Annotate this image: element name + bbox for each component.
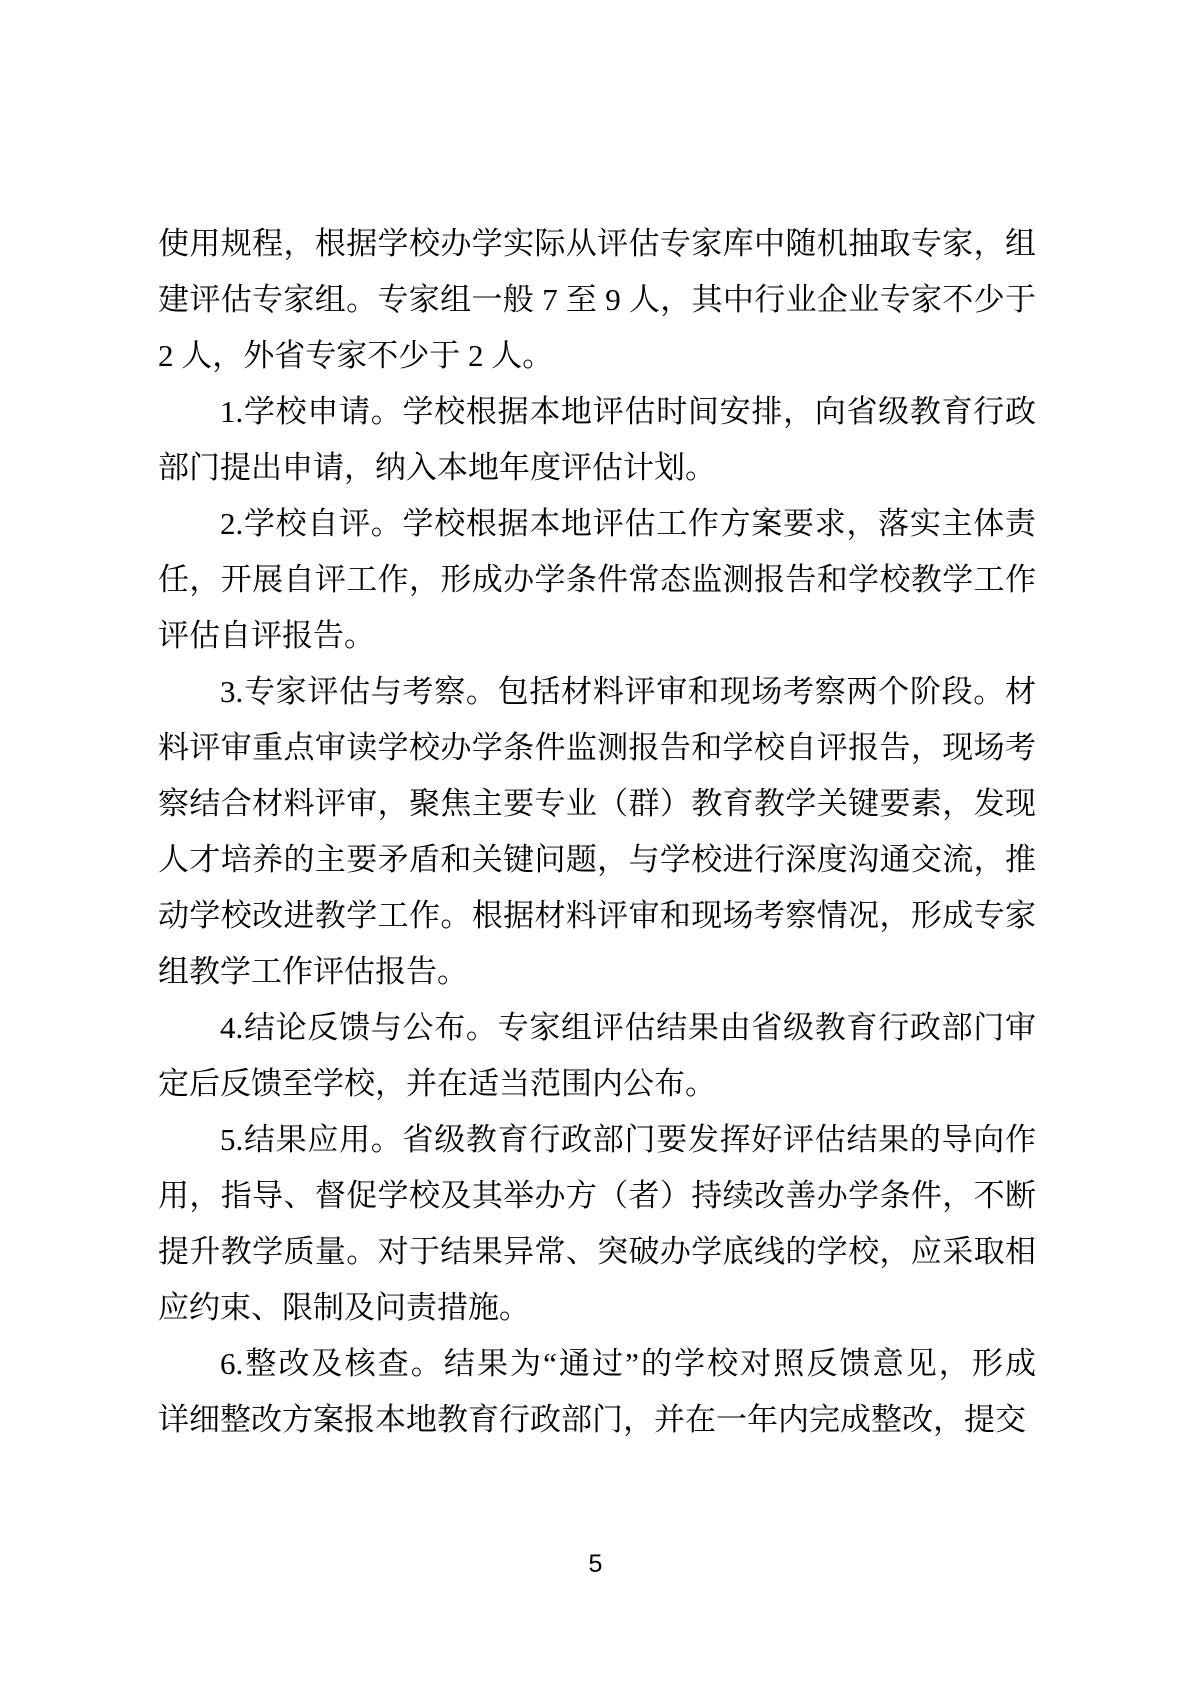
page-footer <box>0 1548 1191 1580</box>
text-line: 2.学校自评。学校根据本地评估工作方案要求，落实主体责 <box>220 506 1036 541</box>
text-line: 定后反馈至学校，并在适当范围内公布。 <box>158 1066 716 1101</box>
document-body <box>158 216 1036 1448</box>
text-line: 应约束、限制及问责措施。 <box>158 1290 530 1325</box>
text-line: 详细整改方案报本地教育行政部门，并在一年内完成整改，提交 <box>158 1402 1026 1437</box>
text-line: 评估自评报告。 <box>158 618 375 653</box>
text-line: 组教学工作评估报告。 <box>158 954 468 989</box>
text-line: 1.学校申请。学校根据本地评估时间安排，向省级教育行政 <box>220 394 1036 429</box>
text-line: 建评估专家组。专家组一般 7 至 9 人，其中行业企业专家不少于 <box>158 282 1036 317</box>
text-line: 料评审重点审读学校办学条件监测报告和学校自评报告，现场考 <box>158 730 1036 765</box>
text-line: 6.整改及核查。结果为“通过”的学校对照反馈意见，形成 <box>220 1346 1036 1381</box>
text-line: 察结合材料评审，聚焦主要专业（群）教育教学关键要素，发现 <box>158 786 1036 821</box>
text-line: 任，开展自评工作，形成办学条件常态监测报告和学校教学工作 <box>158 562 1036 597</box>
text-line: 5.结果应用。省级教育行政部门要发挥好评估结果的导向作 <box>220 1122 1036 1157</box>
text-line: 动学校改进教学工作。根据材料评审和现场考察情况，形成专家 <box>158 898 1036 933</box>
text-line: 4.结论反馈与公布。专家组评估结果由省级教育行政部门审 <box>220 1010 1036 1045</box>
text-line: 人才培养的主要矛盾和关键问题，与学校进行深度沟通交流，推 <box>158 842 1036 877</box>
text-line: 2 人，外省专家不少于 2 人。 <box>158 338 554 373</box>
text-line: 使用规程，根据学校办学实际从评估专家库中随机抽取专家，组 <box>158 226 1036 261</box>
text-line: 3.专家评估与考察。包括材料评审和现场考察两个阶段。材 <box>220 674 1036 709</box>
text-line: 用，指导、督促学校及其举办方（者）持续改善办学条件，不断 <box>158 1178 1036 1213</box>
text-line: 提升教学质量。对于结果异常、突破办学底线的学校，应采取相 <box>158 1234 1036 1269</box>
page-number: 5 <box>588 1550 603 1578</box>
text-line: 部门提出申请，纳入本地年度评估计划。 <box>158 450 716 485</box>
